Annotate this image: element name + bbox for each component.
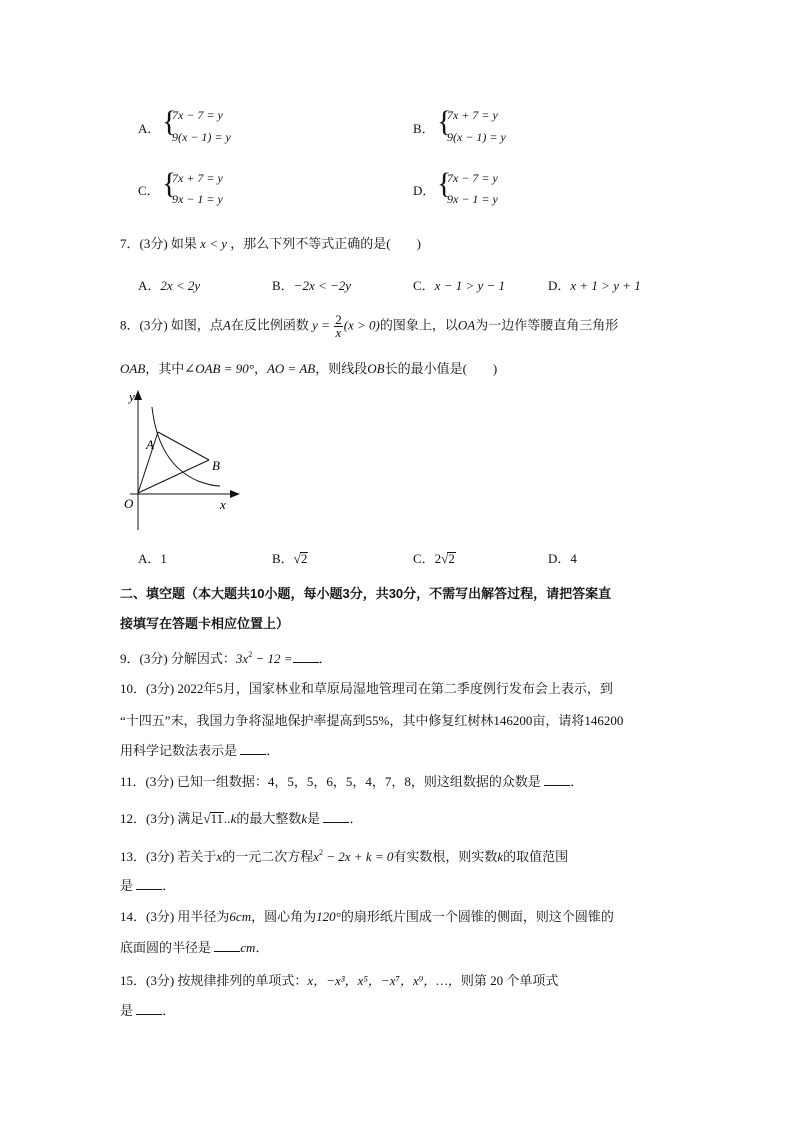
- option-label: A．: [138, 121, 161, 136]
- math-inline: k: [301, 811, 308, 826]
- equation-line: 9x − 1 = y: [172, 192, 223, 206]
- question-text: 的最大整数: [236, 811, 302, 826]
- option-label: A．: [138, 551, 161, 566]
- question-text: 12．(3分) 满足: [120, 811, 204, 826]
- question-text: 的取值范围: [503, 849, 569, 864]
- q8-option-a: [138, 548, 167, 567]
- question-8-line2: [120, 358, 497, 377]
- answer-blank[interactable]: [323, 811, 349, 823]
- brace-icon: {: [162, 167, 177, 200]
- option-label: B．: [272, 278, 294, 293]
- math-inline: x: [313, 849, 319, 864]
- math-inline: ∠OAB = 90°: [184, 361, 254, 376]
- math-inline: − 2x + k = 0: [323, 849, 394, 864]
- math-inline: x: [216, 849, 223, 864]
- math-inline: 3x: [235, 651, 249, 666]
- math-inline: − 12 =: [252, 651, 293, 666]
- question-text: 11．(3分) 已知一组数据：4，5，5，6，5，4，7，8，则这组数据的众数是: [120, 774, 541, 789]
- question-text: 为一边作等腰直角三角形: [475, 317, 619, 333]
- y-axis-arrow-icon: [134, 390, 142, 400]
- question-13-line1: [120, 846, 568, 865]
- option-label: C．: [138, 183, 160, 198]
- question-text: 7．(3分) 如果: [120, 236, 197, 251]
- option-text: 2x < 2y: [160, 278, 201, 293]
- equation-line: 7x − 7 = y: [447, 171, 498, 185]
- sqrt-radicand: 11: [210, 811, 224, 826]
- q7-option-d: [548, 275, 641, 294]
- question-text: ．: [570, 774, 584, 789]
- hyperbola-curve: [152, 407, 220, 486]
- question-text: 15．(3分) 按规律排列的单项式：: [120, 973, 308, 988]
- math-inline: y =: [312, 317, 330, 333]
- question-10-line3: [120, 740, 279, 759]
- answer-blank[interactable]: [214, 940, 240, 952]
- section-heading-cont: 接填写在答题卡相应位置上）: [120, 616, 290, 631]
- point-label-a: A: [146, 437, 154, 452]
- axis-label-y: y: [129, 389, 135, 404]
- question-text: 8．(3分) 如图，点: [120, 317, 223, 333]
- fraction-numerator: 2: [335, 312, 342, 327]
- option-text: x + 1 > y + 1: [570, 278, 641, 293]
- math-inline: x，−x³，x⁵，−x⁷，x⁹，…，: [307, 973, 461, 988]
- option-text: −2x < −2y: [293, 278, 352, 293]
- question-text: 的一元二次方程: [222, 849, 314, 864]
- question-text: 的扇形纸片围成一个圆锥的侧面，则这个圆锥的: [340, 909, 614, 924]
- question-text: ，: [253, 361, 267, 376]
- question-text: ，则线段: [315, 361, 368, 376]
- question-9: [120, 648, 332, 667]
- math-inline: cm: [240, 940, 256, 955]
- q8-figure: [110, 385, 250, 535]
- question-text: 长的最小值是( ): [384, 361, 498, 376]
- option-label: A．: [138, 278, 161, 293]
- option-label: B．: [272, 551, 294, 566]
- question-text: 底面圆的半径是: [120, 940, 212, 955]
- question-text: ．: [318, 651, 332, 666]
- math-inline: OAB: [120, 361, 146, 376]
- equation-line: 9(x − 1) = y: [172, 130, 231, 144]
- equation-line: 9(x − 1) = y: [447, 130, 506, 144]
- question-text: ，圆心角为: [251, 909, 317, 924]
- answer-blank[interactable]: [293, 651, 319, 663]
- option-label: D．: [413, 183, 436, 198]
- option-text: 1: [160, 551, 167, 566]
- math-inline: x < y: [200, 236, 227, 251]
- segment-ob: [138, 460, 209, 493]
- question-13-line2: [120, 875, 175, 894]
- option-label: B．: [413, 121, 435, 136]
- sqrt-icon: √: [293, 551, 301, 566]
- q7-option-c: [413, 275, 505, 294]
- brace-icon: {: [162, 105, 177, 138]
- math-inline: AO = AB: [266, 361, 316, 376]
- q7-option-b: [272, 275, 351, 294]
- math-inline: k: [497, 849, 504, 864]
- math-inline: OB: [367, 361, 385, 376]
- question-text: 是: [120, 1003, 134, 1018]
- segment-ab: [158, 432, 209, 460]
- option-text: x − 1 > y − 1: [434, 278, 506, 293]
- point-label-b: B: [212, 458, 220, 473]
- question-text: 9．(3分) 分解因式：: [120, 651, 236, 666]
- axis-label-x: x: [220, 497, 226, 512]
- option-label: C．: [413, 551, 435, 566]
- option-text: 4: [570, 551, 577, 566]
- question-text: 在反比例函数: [230, 317, 309, 333]
- sqrt-icon: √: [441, 551, 449, 566]
- equation-line: 7x − 7 = y: [172, 108, 223, 122]
- question-text: 13．(3分) 若关于: [120, 849, 217, 864]
- brace-icon: {: [437, 167, 452, 200]
- question-text: ．: [255, 940, 269, 955]
- brace-icon: {: [437, 105, 452, 138]
- question-10-line1: 10．(3分) 2022年5月，国家林业和草原局湿地管理司在第二季度例行发布会上表示，到: [120, 681, 613, 696]
- fraction: [334, 314, 343, 339]
- math-inline: 6cm: [229, 909, 252, 924]
- exponent: 2: [248, 650, 253, 659]
- option-label: D．: [548, 278, 571, 293]
- question-text: ，其中: [145, 361, 185, 376]
- fraction-denominator: x: [335, 325, 342, 340]
- answer-blank[interactable]: [136, 878, 162, 890]
- math-inline: 120°: [316, 909, 341, 924]
- question-text: 是: [120, 878, 134, 893]
- sqrt-radicand: 2: [300, 551, 308, 566]
- sqrt-radicand: 2: [448, 551, 455, 566]
- math-inline: A: [222, 317, 231, 333]
- question-12: [120, 808, 362, 827]
- sqrt-icon: √: [203, 811, 211, 826]
- question-15-line2: [120, 1000, 175, 1019]
- question-15-line1: [120, 970, 558, 989]
- equation-line: 7x + 7 = y: [172, 171, 223, 185]
- question-text: ，那么下列不等式正确的是( ): [230, 236, 421, 251]
- math-inline: OA: [457, 317, 476, 333]
- answer-blank[interactable]: [544, 774, 570, 786]
- math-inline: (x > 0): [343, 317, 380, 333]
- answer-blank[interactable]: [240, 743, 266, 755]
- question-text: ．: [162, 878, 176, 893]
- equation-line: 9x − 1 = y: [447, 192, 498, 206]
- coefficient: 2: [434, 551, 442, 566]
- question-text: ．: [162, 1003, 176, 1018]
- q8-option-c: [413, 548, 456, 567]
- equation-line: 7x + 7 = y: [447, 108, 498, 122]
- question-text: 是: [307, 811, 321, 826]
- q7-option-a: [138, 275, 200, 294]
- question-text: 有实数根，则实数: [393, 849, 498, 864]
- option-label: D．: [548, 551, 571, 566]
- point-label-o: O: [124, 496, 134, 511]
- question-text: 14．(3分) 用半径为: [120, 909, 230, 924]
- question-text: ．: [266, 743, 280, 758]
- math-inline: ..k: [224, 811, 237, 826]
- answer-blank[interactable]: [136, 1003, 162, 1015]
- q8-option-d: [548, 548, 577, 567]
- question-11: [120, 771, 583, 790]
- question-text: 的图象上，以: [379, 317, 458, 333]
- question-8-line1: [120, 314, 618, 339]
- question-text: ．: [349, 811, 363, 826]
- section-heading: 二、填空题（本大题共10小题，每小题3分，共30分，不需写出解答过程，请把答案直: [120, 586, 612, 601]
- x-axis-arrow-icon: [230, 490, 240, 498]
- question-10-line2: “十四五”末，我国力争将湿地保护率提高到55%，其中修复红树林146200亩，请将146200: [120, 713, 624, 728]
- question-14-line1: [120, 906, 614, 925]
- question-7: [120, 233, 421, 252]
- question-text: 用科学记数法表示是: [120, 743, 238, 758]
- q8-option-b: [272, 548, 308, 567]
- question-text: 则第 20 个单项式: [460, 973, 559, 988]
- option-label: C．: [413, 278, 435, 293]
- question-14-line2: [120, 937, 268, 956]
- exponent: 2: [319, 848, 323, 857]
